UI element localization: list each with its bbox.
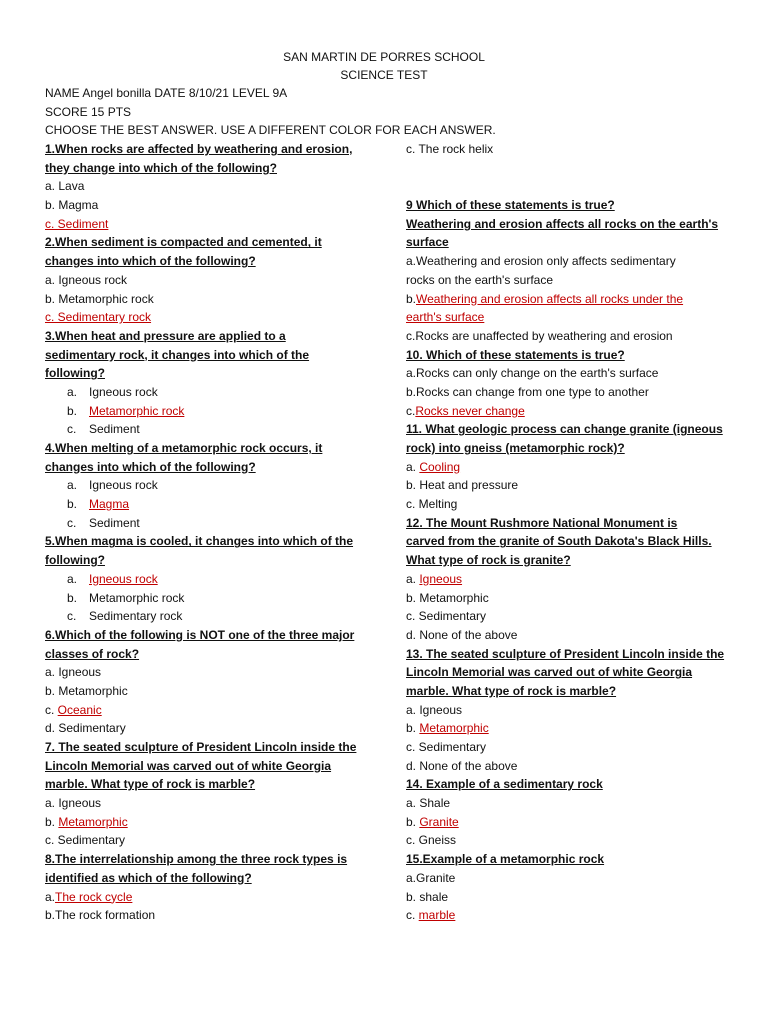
question-line: marble. What type of rock is marble? [406, 683, 617, 698]
question-line: 8.The interrelationship among the three rock types is [45, 852, 348, 867]
option-text: Sediment [89, 422, 140, 437]
selected-answer [406, 906, 754, 925]
school-name: SAN MARTIN DE PORRES SCHOOL [283, 50, 485, 64]
left-column [45, 140, 365, 925]
selected-answer-text: Igneous rock [89, 571, 158, 586]
answer-option [45, 476, 365, 495]
option-letter: b. [67, 590, 78, 605]
option-letter: c. [45, 702, 58, 717]
selected-answer: c. Sedimentary rock [45, 310, 152, 325]
question-line: classes of rock? [45, 646, 140, 661]
answer-option: rocks on the earth's surface [406, 272, 554, 287]
answer-option: d. None of the above [406, 627, 518, 642]
selected-answer-text: marble [418, 908, 456, 923]
question-line: following? [45, 366, 105, 381]
question-line: rock) into gneiss (metamorphic rock)? [406, 441, 625, 455]
option-letter: c. [406, 403, 416, 418]
answer-option [45, 589, 365, 608]
question-line: What type of rock is granite? [406, 553, 571, 568]
option-letter: a. [45, 889, 56, 904]
option-letter: b. [406, 721, 420, 736]
selected-answer [45, 813, 365, 832]
answer-option: a.Rocks can only change on the earth's surface [406, 366, 659, 381]
answer-option: b. Magma [45, 198, 99, 213]
answer-option: b. Metamorphic [45, 683, 128, 698]
selected-answer-text: Oceanic [57, 702, 102, 717]
option-letter: c. [67, 515, 77, 530]
name-date-level: NAME Angel bonilla DATE 8/10/21 LEVEL 9A [45, 86, 288, 100]
question-line: 11. What geologic process can change granite (igneous [406, 422, 723, 437]
answer-option: a. Igneous [45, 796, 102, 811]
answer-option: b. Metamorphic [406, 590, 489, 605]
answer-option: b.The rock formation [45, 908, 156, 923]
selected-answer [406, 813, 754, 832]
question-line: 1.When rocks are affected by weathering and erosion, [45, 142, 353, 156]
answer-option [45, 383, 365, 402]
question-line: changes into which of the following? [45, 459, 256, 474]
selected-answer-text: Cooling [419, 459, 461, 474]
question-line: they change into which of the following? [45, 160, 277, 175]
header-info [45, 84, 505, 140]
selected-answer [45, 570, 365, 589]
selected-answer-text: Igneous [419, 571, 463, 586]
question-line: 4.When melting of a metamorphic rock occurs, it [45, 441, 323, 455]
question-line: 14. Example of a sedimentary rock [406, 777, 603, 792]
option-letter: c. [67, 609, 77, 624]
answer-option: c.Rocks are unaffected by weathering and erosion [406, 328, 673, 343]
question-line: marble. What type of rock is marble? [45, 777, 256, 792]
answer-option: a. Lava [45, 179, 85, 194]
score-line: SCORE 15 PTS [45, 104, 132, 119]
selected-answer-text: Metamorphic [58, 814, 128, 829]
answer-option: b.Rocks can change from one type to another [406, 384, 649, 399]
question-line: 2.When sediment is compacted and cemented, it [45, 235, 322, 250]
answer-option [45, 420, 365, 439]
question-line: Lincoln Memorial was carved out of white Georgia [45, 758, 332, 773]
selected-answer-text: Magma [89, 497, 130, 512]
option-text: Igneous rock [89, 478, 158, 493]
blank-line [406, 159, 754, 178]
selected-answer [45, 888, 365, 907]
question-line: identified as which of the following? [45, 870, 252, 885]
question-line: changes into which of the following? [45, 254, 256, 269]
selected-answer-text: Rocks never change [415, 403, 525, 418]
selected-answer-text: The rock cycle [55, 889, 133, 904]
answer-option: c. Sedimentary [406, 609, 487, 624]
blank-line [406, 177, 754, 196]
selected-answer-continued [406, 308, 754, 327]
option-letter: a. [67, 478, 78, 493]
selected-answer: c. Sediment [45, 216, 109, 231]
option-letter: b. [45, 814, 59, 829]
question-line: following? [45, 553, 105, 568]
answer-option: c. Sedimentary [406, 740, 487, 754]
option-letter: a. [406, 459, 420, 474]
option-letter: b. [406, 814, 420, 829]
question-line: Weathering and erosion affects all rocks on the earth's [406, 216, 719, 231]
selected-answer [45, 402, 365, 421]
question-line: 15.Example of a metamorphic rock [406, 852, 605, 867]
question-line: 6.Which of the following is NOT one of the three major [45, 627, 355, 642]
option-text: Metamorphic rock [89, 590, 185, 605]
question-line: surface [406, 235, 449, 250]
option-text: Sedimentary rock [89, 609, 183, 624]
selected-answer [45, 701, 365, 720]
question-line: 13. The seated sculpture of President Lincoln inside the [406, 646, 725, 661]
answer-option: a. Igneous [406, 702, 463, 717]
answer-option: a. Igneous rock [45, 272, 128, 287]
answer-option: a. Shale [406, 796, 451, 811]
option-letter: b. [67, 497, 78, 512]
answer-option: b. Heat and pressure [406, 478, 519, 493]
option-letter: b. [67, 403, 78, 418]
question-line: 10. Which of these statements is true? [406, 347, 625, 362]
option-letter: a. [406, 571, 420, 586]
answer-option: a. Igneous [45, 665, 102, 680]
selected-answer-text: Granite [419, 814, 459, 829]
selected-answer [406, 570, 754, 589]
selected-answer [406, 719, 754, 738]
test-title: SCIENCE TEST [340, 68, 428, 82]
question-line: 5.When magma is cooled, it changes into which of the [45, 534, 354, 549]
instructions: CHOOSE THE BEST ANSWER. USE A DIFFERENT COLOR FOR EACH ANSWER. [45, 123, 496, 138]
answer-option: d. None of the above [406, 758, 518, 773]
option-letter: a. [67, 384, 78, 399]
option-letter: b. [406, 291, 417, 306]
question-line: 7. The seated sculpture of President Lincoln inside the [45, 740, 357, 754]
selected-answer [406, 458, 754, 477]
answer-option: a.Granite [406, 870, 456, 885]
answer-option: c. Gneiss [406, 833, 457, 848]
answer-option: c. The rock helix [406, 142, 494, 156]
option-letter: c. [67, 422, 77, 437]
question-line: Lincoln Memorial was carved out of white Georgia [406, 665, 693, 680]
selected-answer-text: Metamorphic [419, 721, 489, 736]
option-text: Igneous rock [89, 384, 158, 399]
answer-option [45, 607, 365, 626]
question-line: sedimentary rock, it changes into which of the [45, 347, 310, 362]
option-letter: a. [67, 571, 78, 586]
answer-option [45, 514, 365, 533]
question-line: carved from the granite of South Dakota's Black Hills. [406, 534, 712, 549]
option-letter: c. [406, 908, 419, 923]
right-column [406, 140, 754, 925]
question-line: 12. The Mount Rushmore National Monument is [406, 515, 678, 530]
answer-option: b. Metamorphic rock [45, 291, 154, 306]
selected-answer [406, 290, 754, 309]
selected-answer-text: Weathering and erosion affects all rocks under the [416, 291, 684, 306]
option-text: Sediment [89, 515, 140, 530]
selected-answer [45, 495, 365, 514]
answer-option: d. Sedimentary [45, 721, 126, 736]
answer-option: a.Weathering and erosion only affects sedimentary [406, 254, 676, 269]
answer-option: b. shale [406, 889, 449, 904]
selected-answer [406, 402, 754, 421]
selected-answer-text: earth's surface [406, 310, 485, 325]
question-line: 3.When heat and pressure are applied to a [45, 328, 286, 343]
selected-answer-text: Metamorphic rock [89, 403, 185, 418]
answer-option: c. Sedimentary [45, 833, 126, 848]
answer-option: c. Melting [406, 497, 458, 512]
question-line: 9 Which of these statements is true? [406, 198, 615, 213]
